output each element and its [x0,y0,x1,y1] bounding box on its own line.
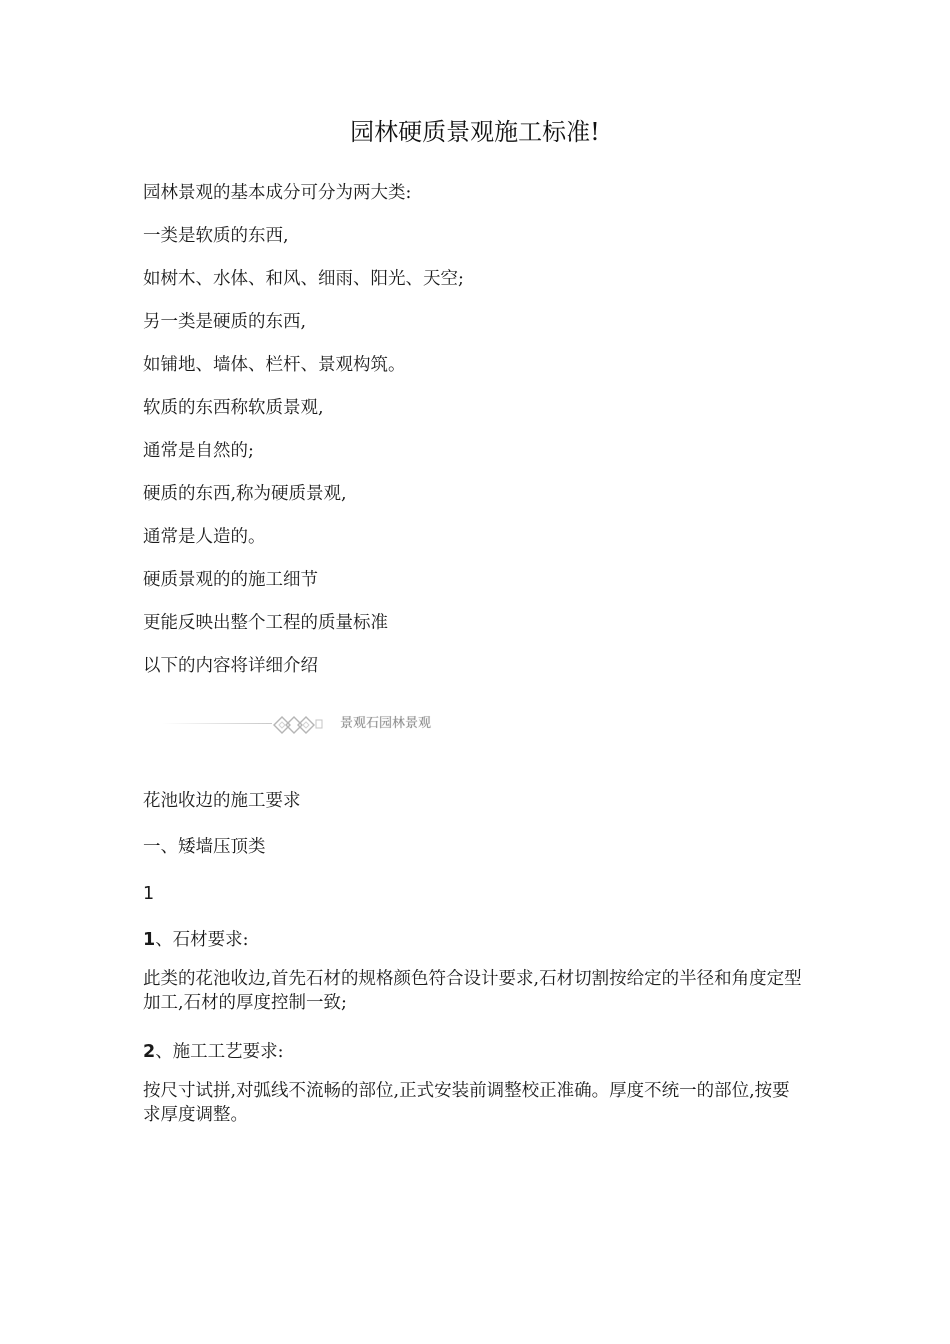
intro-line-12: 以下的内容将详细介绍 [143,656,318,676]
item1-heading [143,927,803,953]
item2-text: 按尺寸试拼,对弧线不流畅的部位,正式安装前调整校正准确。厚度不统一的部位,按要求厚度调整。 [143,1081,790,1125]
item2-number: 2 [143,1042,156,1062]
intro-line-6: 软质的东西称软质景观, [143,398,324,418]
divider-label: 景观石园林景观 [340,716,432,731]
intro-line-1: 园林景观的基本成分可分为两大类: [143,183,412,203]
item1-text: 此类的花池收边,首先石材的规格颜色符合设计要求,石材切割按给定的半径和角度定型加工,石材的厚度控制一致; [143,969,802,1013]
document-title: 园林硬质景观施工标准! [350,118,600,146]
divider-line [162,723,272,724]
intro-line-5: 如铺地、墙体、栏杆、景观构筑。 [143,355,406,375]
intro-line-2: 一类是软质的东西, [143,226,289,246]
item2-heading [143,1039,803,1065]
item1-label: 、石材要求: [155,930,249,950]
intro-line-9: 通常是人造的。 [143,527,266,547]
subsection-title: 一、矮墙压顶类 [143,837,266,857]
step-number: 1 [143,884,155,904]
item1-number: 1 [143,930,156,950]
item2-label: 、施工工艺要求: [155,1042,284,1062]
section-divider-banner [162,708,452,740]
intro-line-3: 如树木、水体、和风、细雨、阳光、天空; [143,269,464,289]
intro-line-8: 硬质的东西,称为硬质景观, [143,484,347,504]
intro-line-7: 通常是自然的; [143,441,254,461]
section-title: 花池收边的施工要求 [143,791,301,811]
intro-line-10: 硬质景观的的施工细节 [143,570,318,590]
diamond-ornament-icon [270,712,330,738]
intro-line-4: 另一类是硬质的东西, [143,312,307,332]
intro-line-11: 更能反映出整个工程的质量标准 [143,613,388,633]
